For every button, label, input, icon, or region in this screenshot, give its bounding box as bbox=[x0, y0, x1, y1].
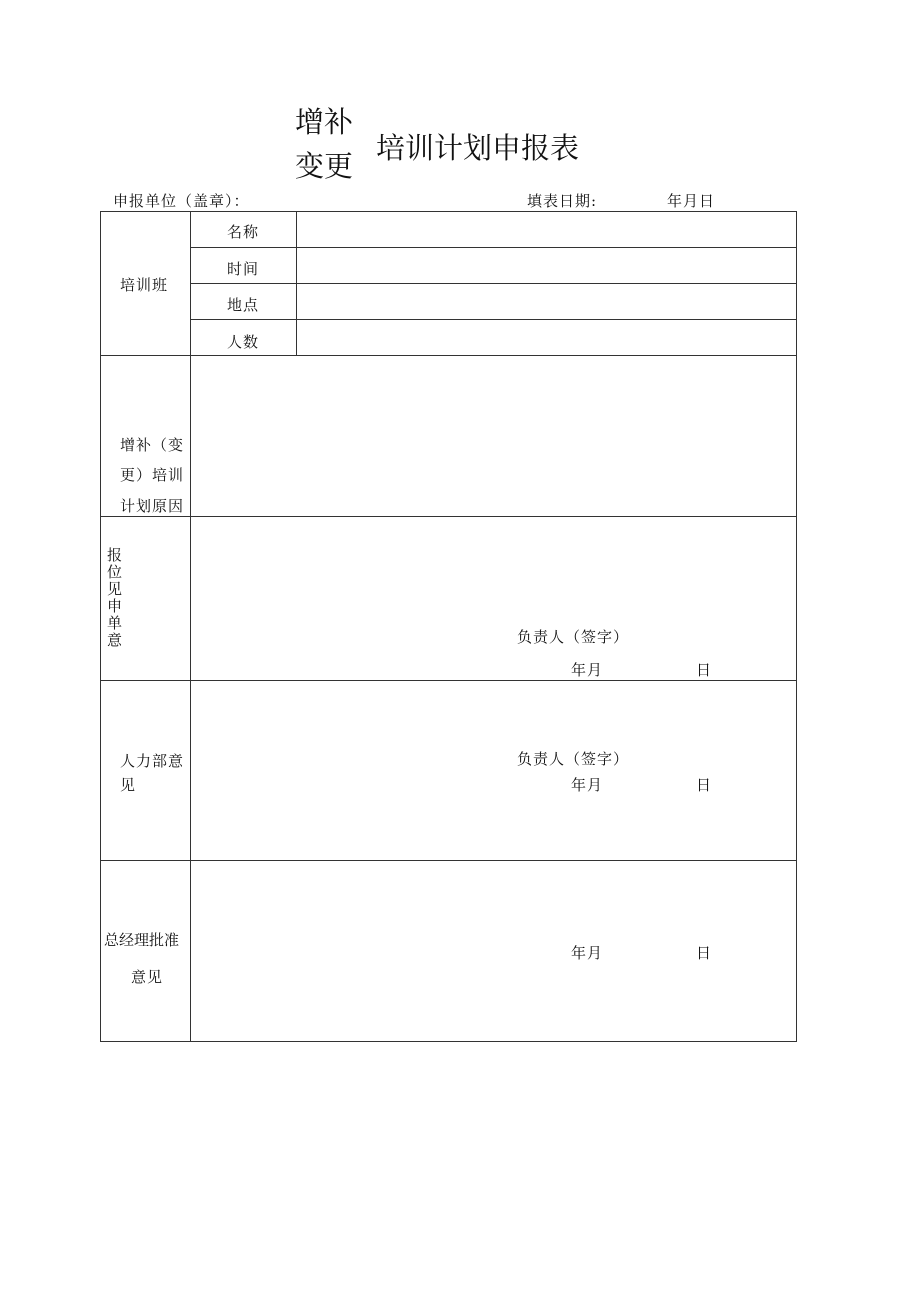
row-divider-place bbox=[190, 319, 797, 320]
title-prefix-line2: 变更 bbox=[295, 149, 354, 183]
unit-label: 申报单位（盖章）： bbox=[113, 192, 250, 210]
hr-opinion-year-month: 年月 bbox=[571, 776, 604, 794]
hr-opinion-content-area[interactable] bbox=[192, 682, 795, 742]
unit-opinion-label: 报位见申单意 bbox=[107, 546, 123, 649]
hr-opinion-label-line1: 人力部意 bbox=[120, 752, 185, 770]
gm-opinion-day: 日 bbox=[696, 944, 713, 962]
field-value-place[interactable] bbox=[302, 294, 792, 316]
table-border-left bbox=[100, 211, 101, 1042]
reason-label-line3: 计划原因 bbox=[120, 497, 185, 515]
hr-opinion-day: 日 bbox=[696, 776, 713, 794]
row-divider-name bbox=[190, 247, 797, 248]
unit-opinion-content-area[interactable] bbox=[192, 518, 795, 618]
section-divider-gm bbox=[100, 860, 797, 861]
field-value-count[interactable] bbox=[302, 331, 792, 353]
hr-opinion-signer: 负责人（签字） bbox=[517, 750, 630, 768]
unit-opinion-day: 日 bbox=[696, 661, 713, 679]
reason-label-line1: 增补（变 bbox=[120, 436, 185, 454]
field-value-name[interactable] bbox=[302, 221, 792, 243]
field-label-name: 名称 bbox=[227, 223, 260, 241]
unit-opinion-signer: 负责人（签字） bbox=[517, 628, 630, 646]
hr-opinion-label-line2: 见 bbox=[120, 776, 137, 794]
gm-opinion-label-line2: 意见 bbox=[131, 968, 164, 986]
date-suffix: 年月日 bbox=[667, 192, 716, 210]
field-label-count: 人数 bbox=[227, 333, 260, 351]
unit-opinion-year-month: 年月 bbox=[571, 661, 604, 679]
section-divider-reason bbox=[100, 355, 797, 356]
gm-opinion-label-line1: 总经理批准 bbox=[104, 931, 180, 949]
table-border-right bbox=[796, 211, 797, 1042]
reason-content-area[interactable] bbox=[192, 357, 795, 515]
field-label-place: 地点 bbox=[227, 296, 260, 314]
table-border-bottom bbox=[100, 1041, 797, 1042]
page-title: 培训计划申报表 bbox=[376, 131, 580, 165]
gm-opinion-year-month: 年月 bbox=[571, 944, 604, 962]
reason-label-line2: 更）培训 bbox=[120, 466, 185, 484]
field-value-time[interactable] bbox=[302, 258, 792, 280]
label-column-divider bbox=[190, 211, 191, 1042]
title-prefix-line1: 增补 bbox=[295, 105, 354, 139]
date-label: 填表日期: bbox=[527, 192, 598, 210]
field-label-time: 时间 bbox=[227, 260, 260, 278]
training-class-label: 培训班 bbox=[120, 276, 169, 294]
table-border-top bbox=[100, 211, 797, 212]
gm-opinion-content-area[interactable] bbox=[192, 862, 795, 932]
section-divider-unit bbox=[100, 516, 797, 517]
section-divider-hr bbox=[100, 680, 797, 681]
row-divider-time bbox=[190, 283, 797, 284]
